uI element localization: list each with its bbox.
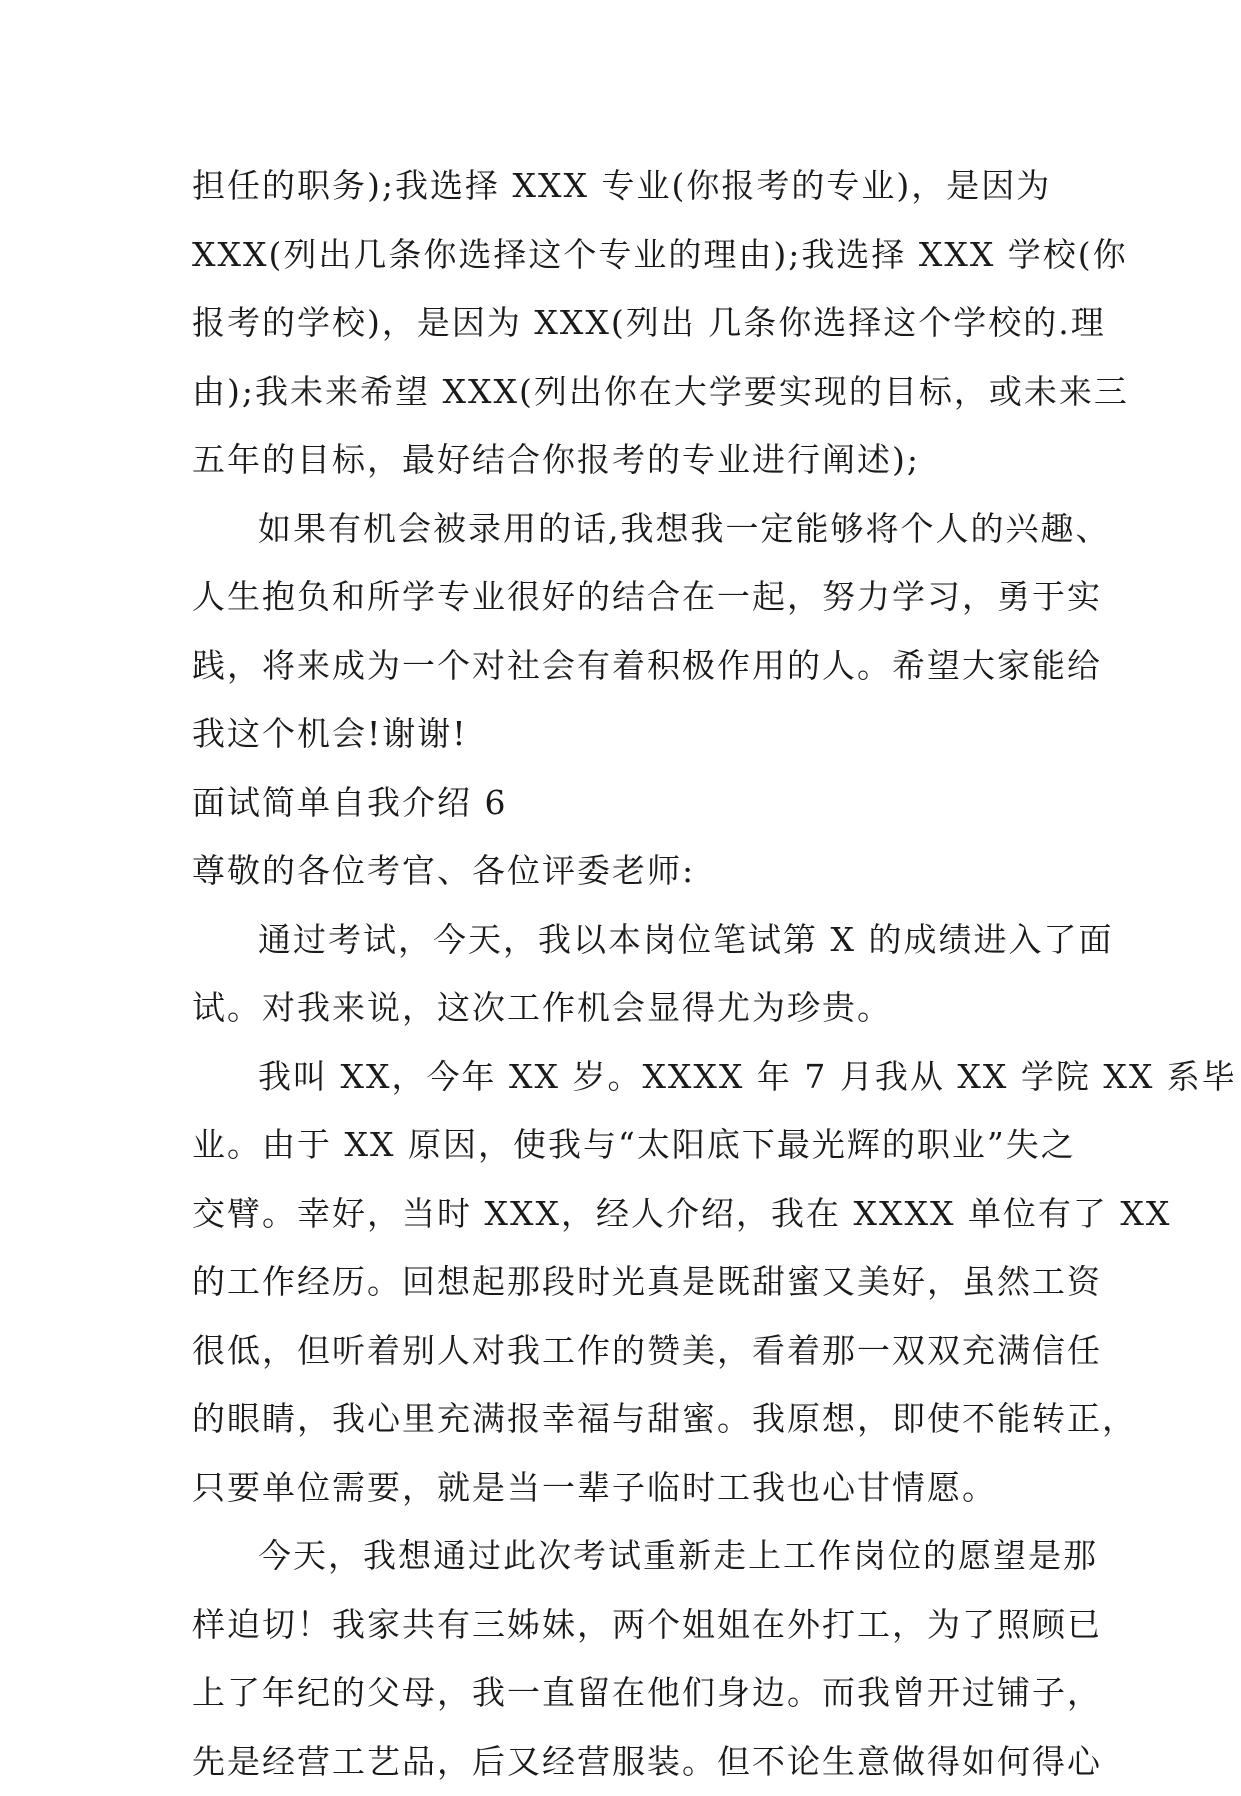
text-line: 先是经营工艺品，后又经营服装。但不论生意做得如何得心 xyxy=(192,1728,1052,1796)
text-line: 五年的目标，最好结合你报考的专业进行阐述); xyxy=(192,426,1052,495)
text-line: 报考的学校)，是因为 XXX(列出 几条你选择这个学校的.理 xyxy=(192,289,1052,358)
text-line: 担任的职务);我选择 XXX 专业(你报考的专业)，是因为 xyxy=(192,152,1052,221)
text-line: 上了年纪的父母，我一直留在他们身边。而我曾开过铺子， xyxy=(192,1659,1052,1728)
text-line: 的眼睛，我心里充满报幸福与甜蜜。我原想，即使不能转正， xyxy=(192,1385,1052,1454)
text-line: 通过考试，今天，我以本岗位笔试第 X 的成绩进入了面 xyxy=(192,906,1052,975)
text-line: 人生抱负和所学专业很好的结合在一起，努力学习，勇于实 xyxy=(192,563,1052,632)
text-line: 由);我未来希望 XXX(列出你在大学要实现的目标，或未来三 xyxy=(192,358,1052,427)
text-line: 只要单位需要，就是当一辈子临时工我也心甘情愿。 xyxy=(192,1454,1052,1523)
text-line: 践，将来成为一个对社会有着积极作用的人。希望大家能给 xyxy=(192,632,1052,701)
text-line: 试。对我来说，这次工作机会显得尤为珍贵。 xyxy=(192,974,1052,1043)
text-line: 如果有机会被录用的话,我想我一定能够将个人的兴趣、 xyxy=(192,495,1052,564)
text-line: 样迫切！我家共有三姊妹，两个姐姐在外打工，为了照顾已 xyxy=(192,1591,1052,1660)
text-line: 我这个机会!谢谢! xyxy=(192,700,1052,769)
document-body xyxy=(192,152,1052,1796)
text-line: 尊敬的各位考官、各位评委老师: xyxy=(192,837,1052,906)
text-line: 交臂。幸好，当时 XXX，经人介绍，我在 XXXX 单位有了 XX xyxy=(192,1180,1052,1249)
text-line: 今天，我想通过此次考试重新走上工作岗位的愿望是那 xyxy=(192,1522,1052,1591)
text-line: 业。由于 XX 原因，使我与“太阳底下最光辉的职业”失之 xyxy=(192,1111,1052,1180)
text-line: 很低，但听着别人对我工作的赞美，看着那一双双充满信任 xyxy=(192,1317,1052,1386)
text-line: 的工作经历。回想起那段时光真是既甜蜜又美好，虽然工资 xyxy=(192,1248,1052,1317)
text-line: XXX(列出几条你选择这个专业的理由);我选择 XXX 学校(你 xyxy=(192,221,1052,290)
text-line: 我叫 XX，今年 XX 岁。XXXX 年 7 月我从 XX 学院 XX 系毕 xyxy=(192,1043,1052,1112)
text-line: 面试简单自我介绍 6 xyxy=(192,769,1052,838)
